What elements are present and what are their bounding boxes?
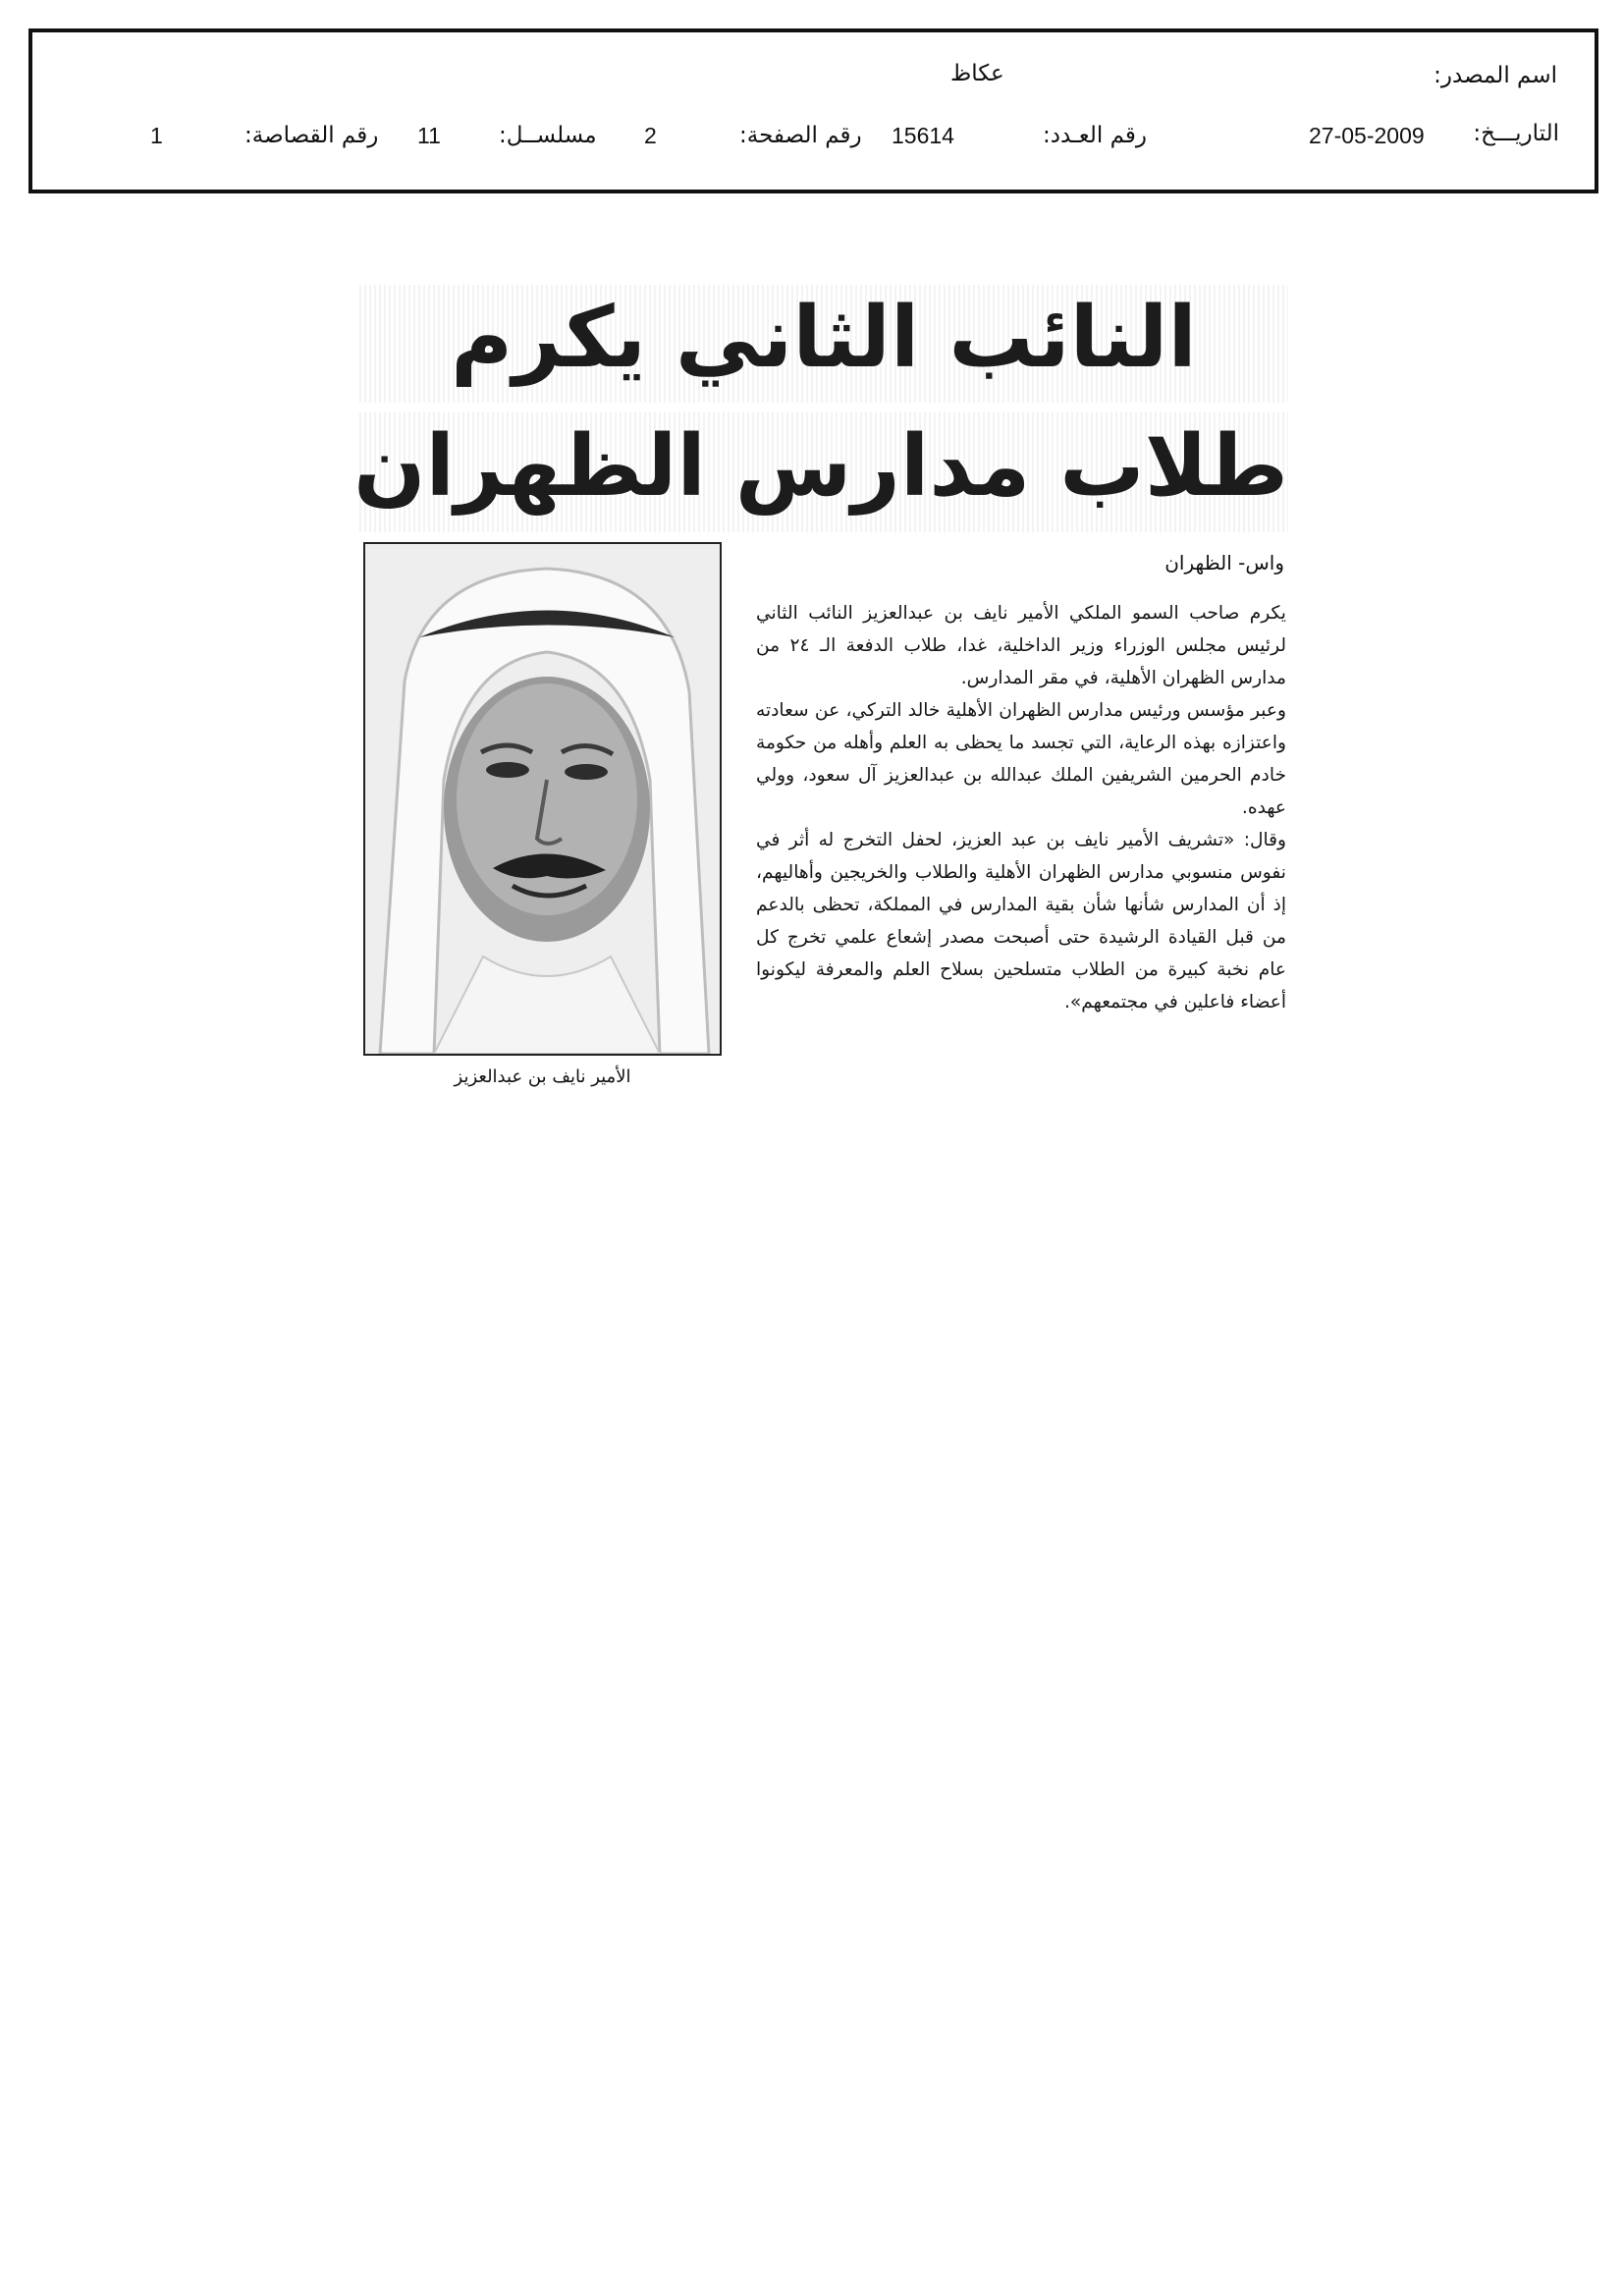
- serial-label: مسلســل:: [499, 123, 597, 148]
- article-paragraph: يكرم صاحب السمو الملكي الأمير نايف بن عبدالعزيز النائب الثاني لرئيس مجلس الوزراء وزير الداخلية، غدا، طلاب الدفعة الـ ٢٤ من مدارس الظهران الأهلية، في مقر المدارس.: [756, 603, 1286, 688]
- photo-caption: الأمير نايف بن عبدالعزيز: [454, 1066, 631, 1087]
- headline-line-1: النائب الثاني يكرم: [451, 289, 1197, 387]
- portrait-illustration: [365, 544, 720, 1054]
- page-label: رقم الصفحة:: [739, 123, 862, 148]
- serial-value: 11: [417, 123, 441, 148]
- source-value: عكاظ: [950, 61, 1004, 86]
- issue-label: رقم العـدد:: [1043, 123, 1148, 148]
- page-value: 2: [644, 123, 657, 148]
- issue-value: 15614: [892, 123, 954, 148]
- clipping-number-value: 1: [150, 123, 163, 148]
- date-value: 27-05-2009: [1309, 123, 1425, 148]
- portrait-photo: [363, 542, 722, 1056]
- article-paragraph: وقال: «تشريف الأمير نايف بن عبد العزيز، لحفل التخرج له أثر في نفوس منسوبي مدارس الظهران الأهلية والطلاب والخريجين وأهاليهم، إذ أن المدارس شأنها شأن بقية المدارس في المملكة، تحظى بالدعم من قبل القيادة الرشيدة حتى أصبحت مصدر إشعاع علمي تخرج كل عام نخبة كبيرة من الطلاب متسلحين بسلاح العلم والمعرفة ليكونوا أعضاء فاعلين في مجتمعهم».: [756, 830, 1286, 1012]
- clipping-metadata-box: [28, 28, 1598, 193]
- article-body: [756, 597, 1286, 1018]
- source-label: اسم المصدر:: [1434, 63, 1557, 88]
- article-byline: واس- الظهران: [1164, 551, 1284, 574]
- clipping-number-label: رقم القصاصة:: [244, 123, 379, 148]
- headline-line-2: طلاب مدارس الظهران: [353, 417, 1288, 516]
- date-label: التاريـــخ:: [1473, 121, 1559, 146]
- article-paragraph: وعبر مؤسس ورئيس مدارس الظهران الأهلية خالد التركي، عن سعادته واعتزازه بهذه الرعاية، التي تجسد ما يحظى به العلم وأهله من حكومة خادم الحرمين الشريفين الملك عبدالله بن عبدالعزيز آل سعود، وولي عهده.: [756, 700, 1286, 818]
